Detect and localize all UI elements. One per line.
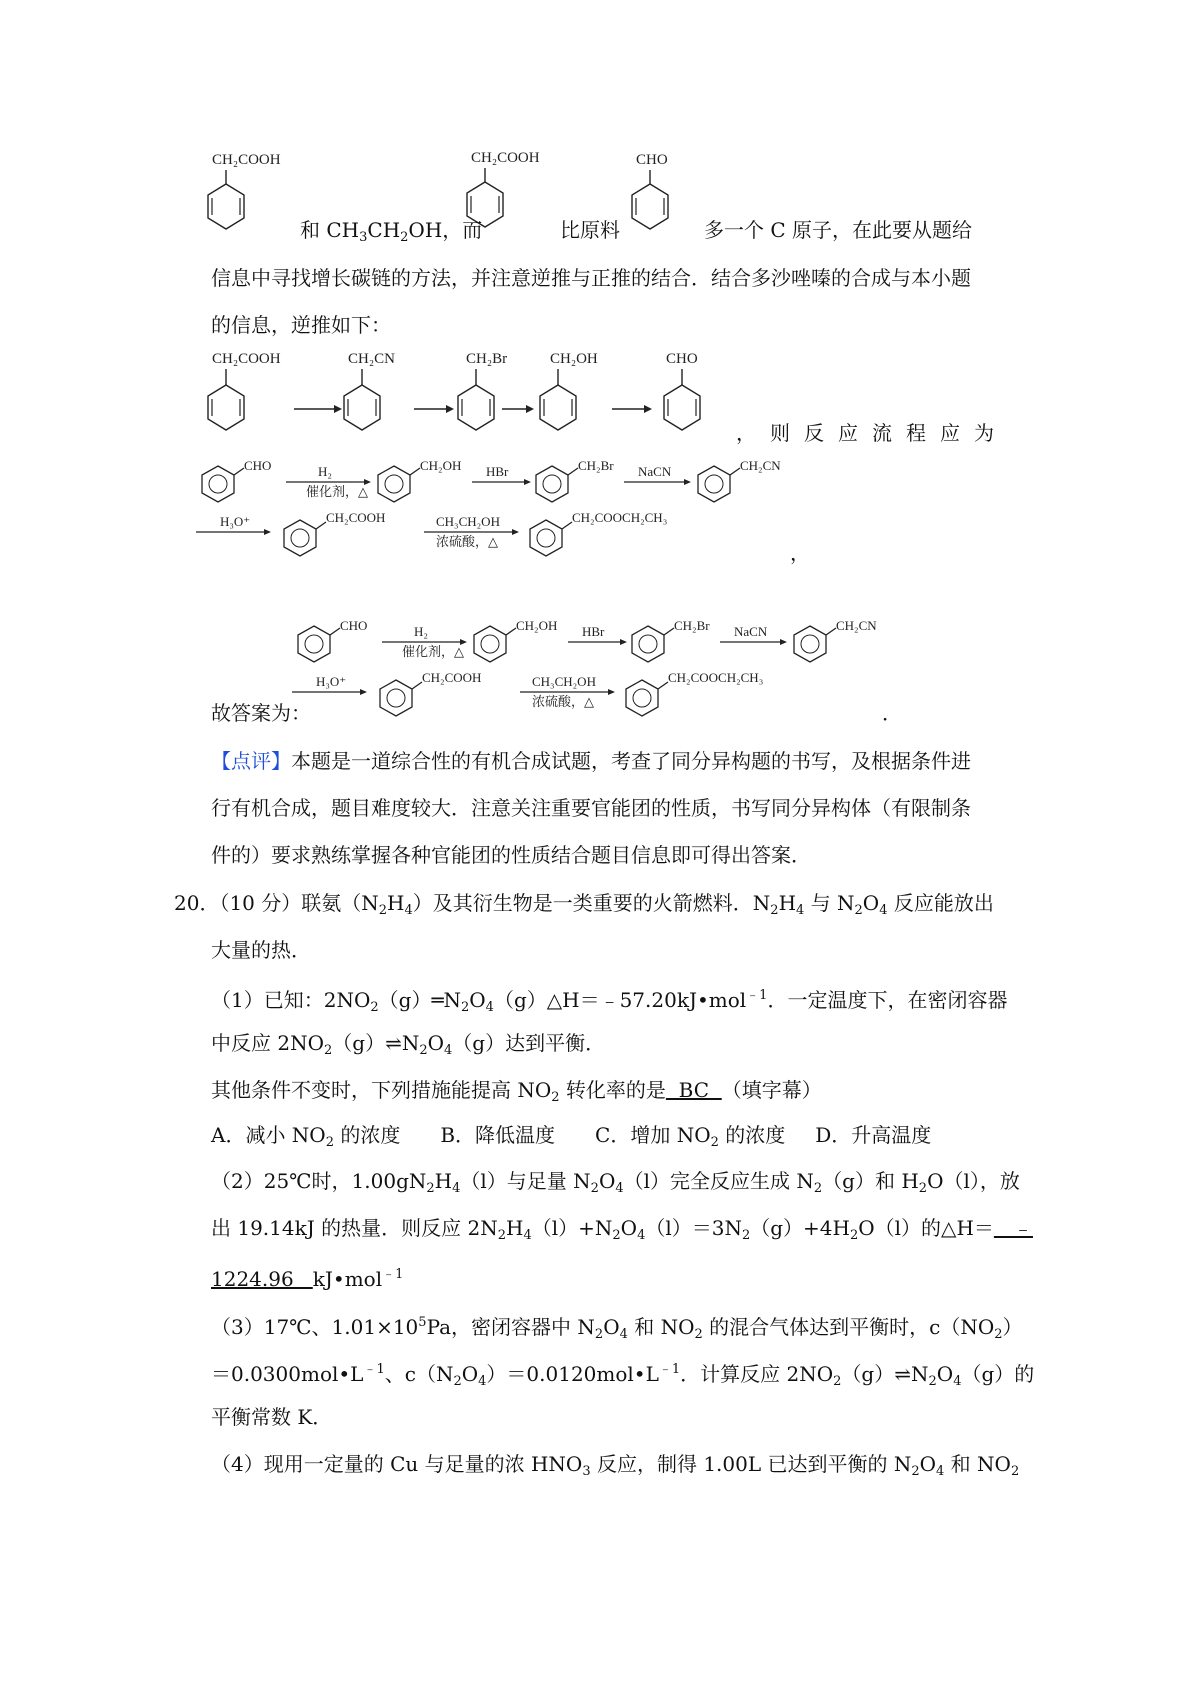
svg-text:CH₂COOH: CH₂COOH xyxy=(212,351,281,367)
flow1-comma: ， xyxy=(790,541,810,565)
svg-text:HBr: HBr xyxy=(486,464,509,479)
svg-text:CHO: CHO xyxy=(340,618,368,633)
svg-text:NaCN: NaCN xyxy=(734,624,768,639)
answer-prefix: 故答案为： xyxy=(211,701,311,725)
svg-text:CHO: CHO xyxy=(666,351,698,367)
svg-text:H₂: H₂ xyxy=(318,464,332,479)
q20-part2-answer: 1224.96 xyxy=(211,1267,313,1291)
svg-text:CHO: CHO xyxy=(244,458,272,473)
phenylacetic-acid-structure-1 xyxy=(196,148,306,248)
answer-period: ． xyxy=(882,701,902,725)
svg-text:催化剂，△: 催化剂，△ xyxy=(306,484,368,499)
q20-part1-line2: 中反应 $2NO_2(g)\rightleftharpoons N_2O_4(g)$达到平衡． xyxy=(211,1031,606,1058)
analysis-line-1b: 比原料 xyxy=(560,218,620,242)
analysis-line-3: 的信息，逆推如下： xyxy=(211,313,391,337)
svg-text:CH₂COOCH₂CH₃: CH₂COOCH₂CH₃ xyxy=(668,670,764,685)
svg-text:CH₂Br: CH₂Br xyxy=(466,351,508,367)
svg-text:CH₂OH: CH₂OH xyxy=(550,351,598,367)
q20-intro: 20．（10 分）联氨$(N_2H_4)$及其衍生物是一类重要的火箭燃料．$N_2H_4$ 与 $N_2O_4$ 反应能放出 xyxy=(174,891,994,918)
svg-text:催化剂，△: 催化剂，△ xyxy=(402,644,464,659)
synthesis-flow-1 xyxy=(194,452,814,564)
svg-text:CH₂COOH: CH₂COOH xyxy=(326,510,386,525)
svg-text:NaCN: NaCN xyxy=(638,464,672,479)
option-c: C．增加 $NO_2$ 的浓度 xyxy=(595,1123,786,1150)
q20-part2-line1: （2）25℃时，$1.00gN_2H_4(l)$与足量 $N_2O_4(l)$完全反应生成 $N_2(g)$和 $H_2O(l)$，放 xyxy=(211,1169,1020,1196)
svg-text:CH₃CH₂OH: CH₃CH₂OH xyxy=(436,514,500,529)
svg-text:HBr: HBr xyxy=(582,624,605,639)
review-line-1: 【点评】本题是一道综合性的有机合成试题，考查了同分异构题的书写，及根据条件进 xyxy=(211,749,971,773)
svg-text:CH₂Br: CH₂Br xyxy=(674,618,710,633)
q20-part2-line2: 出 19.14kJ 的热量．则反应 $2N_2H_4(l)+N_2O_4(l)=3N_2(g)+4H_2O(l)$的△H＝ ﹣ xyxy=(211,1216,1033,1243)
q20-part1-line1: （1）已知：$2NO_2(g)═N_2O_4(g)\triangle H=﹣57.20kJ•mol^{﹣1}$．一定温度下，在密闭容器 xyxy=(211,988,1008,1015)
q20-intro-line2: 大量的热． xyxy=(211,938,311,962)
q20-part4-line1: （4）现用一定量的 Cu 与足量的浓 $HNO_3$ 反应，制得 1.00L 已达到平衡的 $N_2O_4$ 和 $NO_2$ xyxy=(211,1452,1020,1479)
svg-text:CH₂OH: CH₂OH xyxy=(420,458,462,473)
synthesis-flow-2 xyxy=(290,612,910,724)
svg-text:CH₂OH: CH₂OH xyxy=(516,618,558,633)
retrosynthesis-scheme xyxy=(196,345,736,455)
retro-tail-text: ，则反应流程应为 xyxy=(736,421,1008,445)
analysis-line-1: 和 $CH_3CH_2OH$，而 xyxy=(300,218,483,245)
review-line-3: 件的）要求熟练掌握各种官能团的性质结合题目信息即可得出答案． xyxy=(211,843,811,867)
q20-part1-answer: BC xyxy=(665,1078,722,1102)
svg-text:H₃O⁺: H₃O⁺ xyxy=(220,514,251,529)
svg-text:H₂: H₂ xyxy=(414,624,428,639)
q20-part2-answer-start: ﹣ xyxy=(993,1216,1033,1240)
svg-text:CH₂COOCH₂CH₃: CH₂COOCH₂CH₃ xyxy=(572,510,668,525)
review-line-2: 行有机合成，题目难度较大．注意关注重要官能团的性质，书写同分异构体（有限制条 xyxy=(211,796,971,820)
q20-part1-line3: 其他条件不变时，下列措施能提高 $NO_2$ 转化率的是 BC （填字幕） xyxy=(211,1078,822,1105)
option-d: D．升高温度 xyxy=(815,1123,932,1147)
svg-text:CH₂CN: CH₂CN xyxy=(740,458,781,473)
svg-text:CH₂COOH: CH₂COOH xyxy=(212,152,281,168)
analysis-line-2: 信息中寻找增长碳链的方法，并注意逆推与正推的结合．结合多沙唑嗪的合成与本小题 xyxy=(211,266,971,290)
option-a: A．减小 $NO_2$ 的浓度 xyxy=(211,1123,401,1150)
svg-text:CH₂Br: CH₂Br xyxy=(578,458,614,473)
svg-text:CH₂COOH: CH₂COOH xyxy=(471,150,540,166)
option-b: B．降低温度 xyxy=(440,1123,556,1147)
q20-part3-line1: （3）17℃、$1.01\times 10^5Pa$，密闭容器中 $N_2O_4$ 和 $NO_2$ 的混合气体达到平衡时，$c(NO_2)$ xyxy=(211,1315,1023,1342)
svg-text:浓硫酸，△: 浓硫酸，△ xyxy=(532,694,594,709)
svg-text:CH₂CN: CH₂CN xyxy=(836,618,877,633)
svg-text:CH₂CN: CH₂CN xyxy=(348,351,395,367)
q20-part2-line3: 1224.96 kJ•mol$^{﹣1}$ xyxy=(211,1267,404,1291)
svg-text:CH₃CH₂OH: CH₃CH₂OH xyxy=(532,674,596,689)
svg-text:CH₂COOH: CH₂COOH xyxy=(422,670,482,685)
svg-text:浓硫酸，△: 浓硫酸，△ xyxy=(436,534,498,549)
q20-part3-line3: 平衡常数 K． xyxy=(211,1405,333,1429)
review-tag: 【点评】 xyxy=(211,749,291,773)
benzaldehyde-structure-top xyxy=(622,148,702,248)
q20-part1-options xyxy=(211,1122,931,1156)
analysis-line-1c: 多一个 C 原子，在此要从题给 xyxy=(704,218,973,242)
svg-text:H₃O⁺: H₃O⁺ xyxy=(316,674,347,689)
svg-text:CHO: CHO xyxy=(636,152,668,168)
q20-part3-line2: $=0.0300mol•L^{﹣1}$、$c(N_2O_4)=0.0120mol•L^{﹣1}$．计算反应 $2NO_2(g)\rightleftharpoons N_2O_4(g)$的 xyxy=(211,1362,1035,1389)
